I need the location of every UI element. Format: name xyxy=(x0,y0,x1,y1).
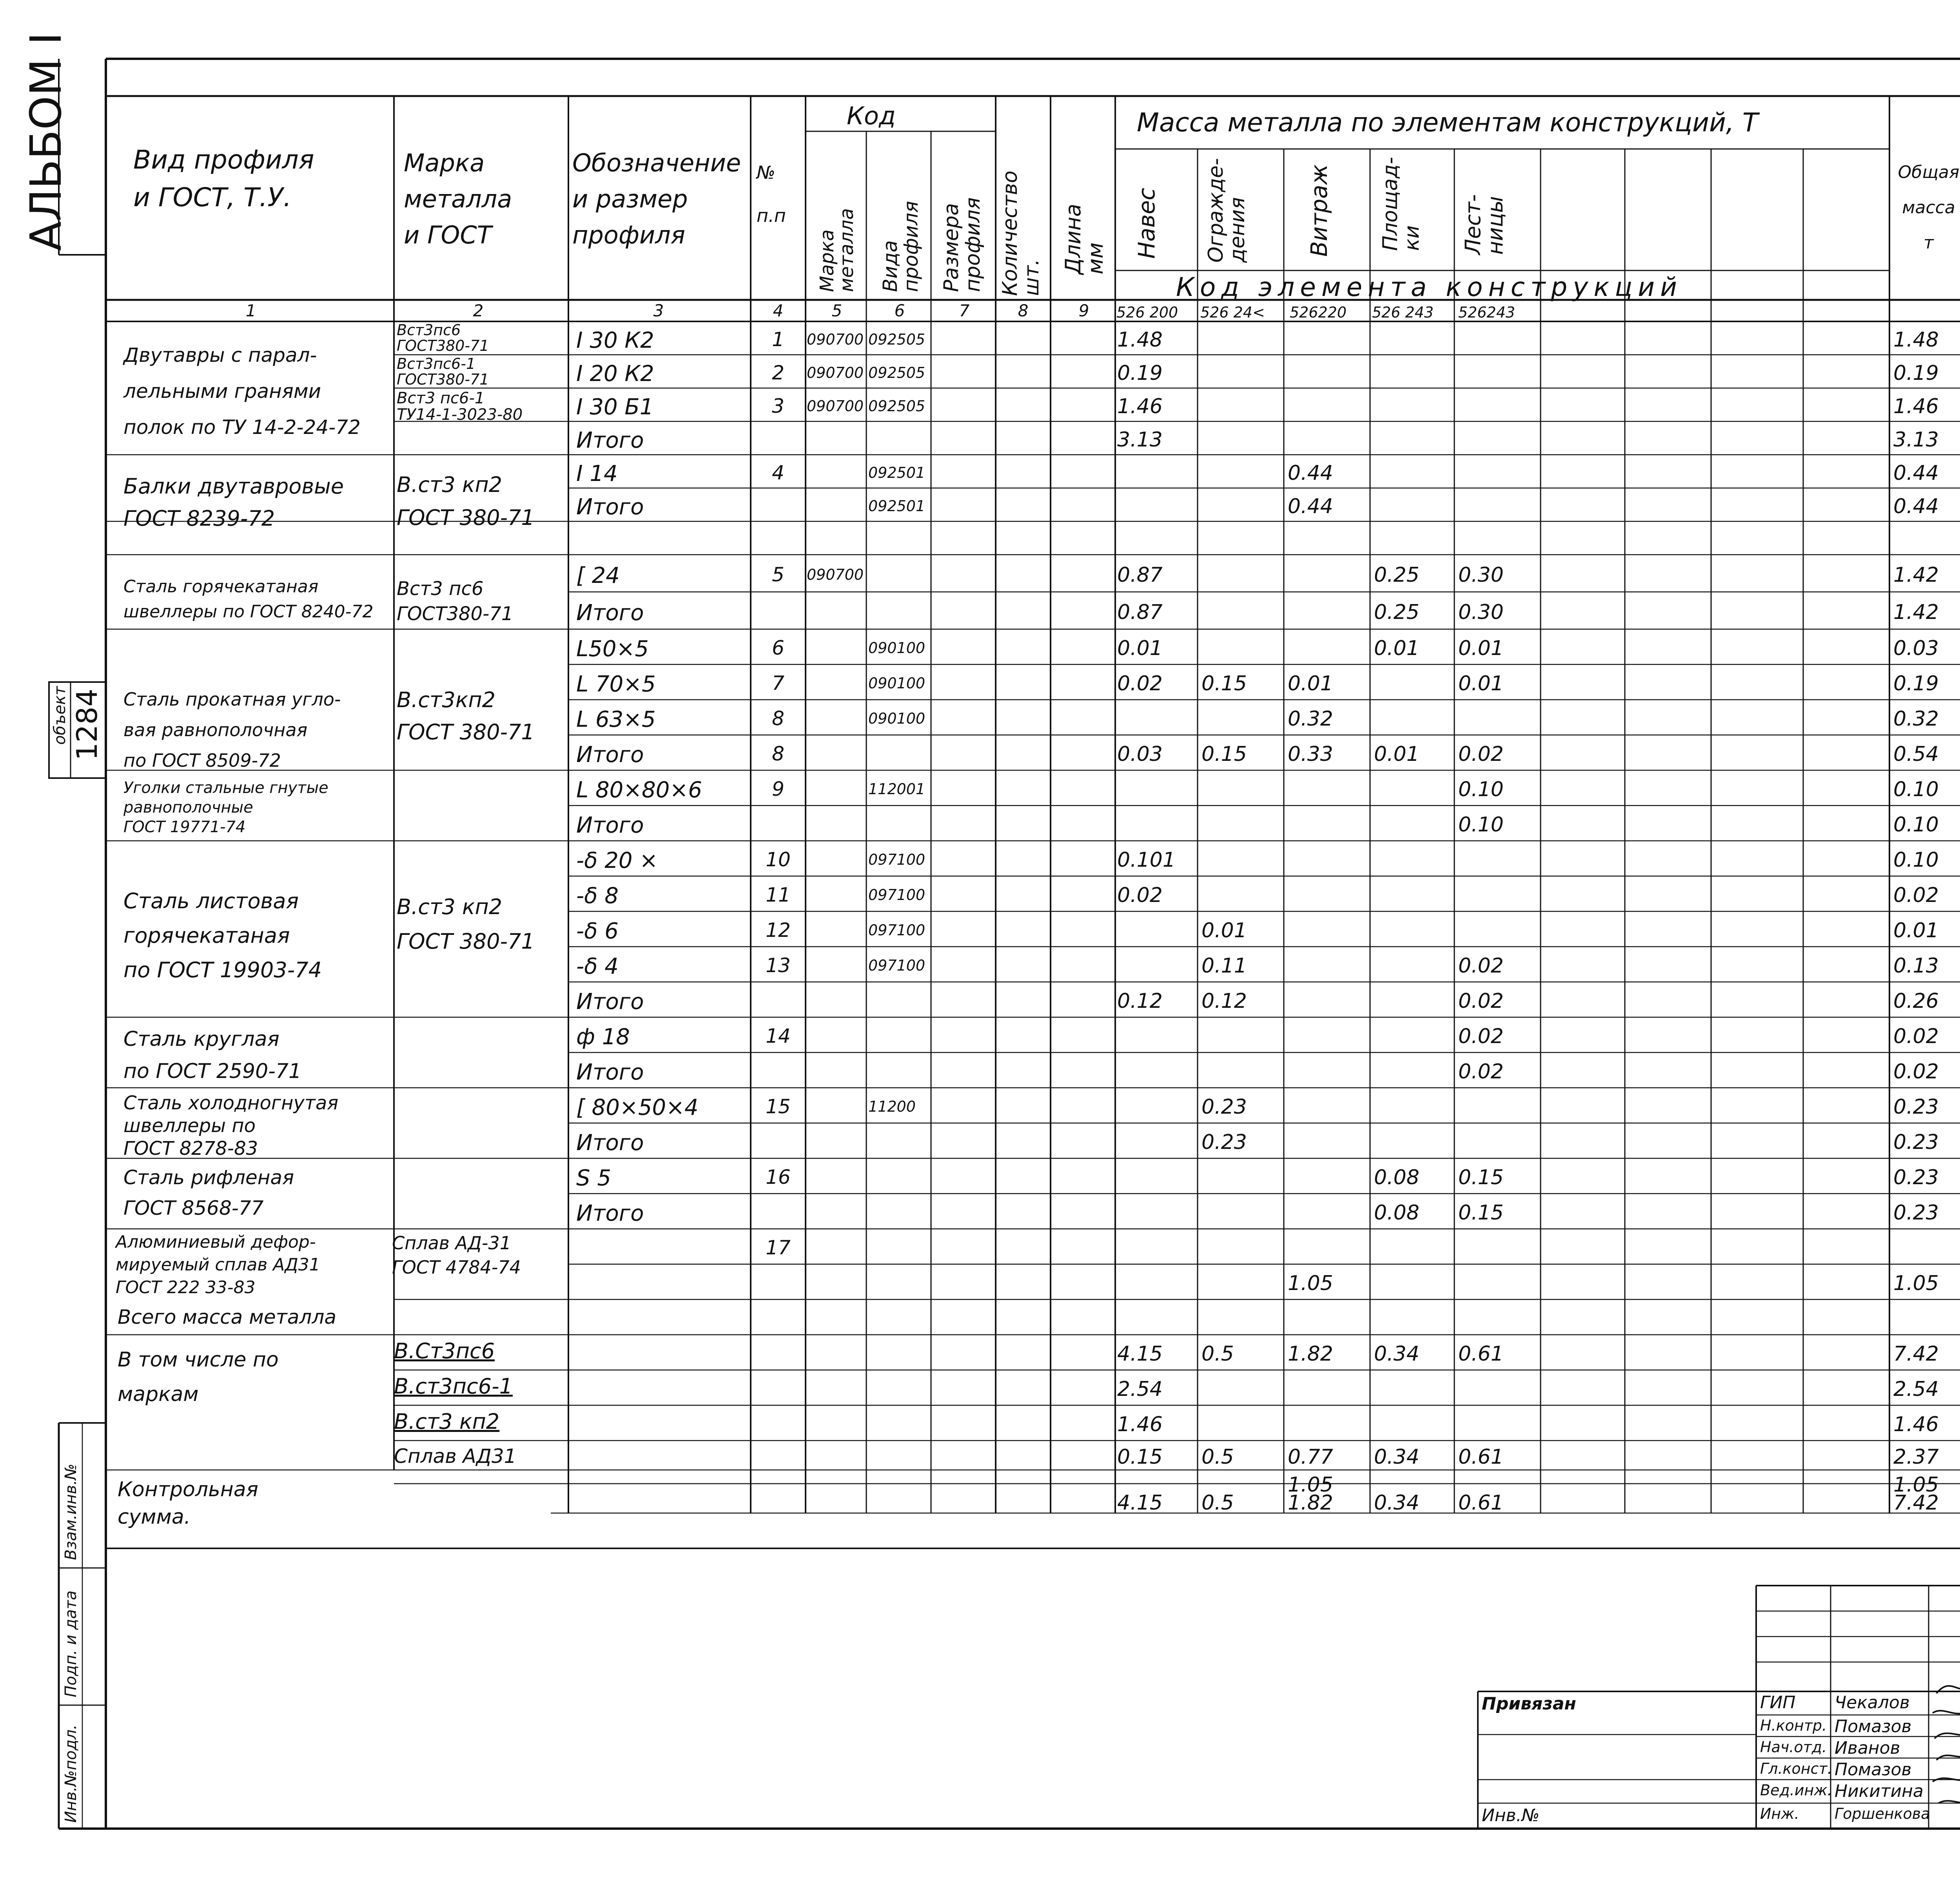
row-number: 2 xyxy=(772,361,784,384)
signatures xyxy=(1929,1666,1960,1823)
row-mass-value: 0.02 xyxy=(1458,742,1504,766)
row-mass-value: 0.15 xyxy=(1458,1201,1504,1225)
row-mass-value: 0.87 xyxy=(1117,563,1163,587)
signer-name: Горшенкова xyxy=(1835,1805,1930,1822)
row-mass-value: 0.25 xyxy=(1374,563,1419,587)
header-mass-group: Масса металла по элементам конструкций, Т xyxy=(1137,107,1759,138)
row-total-mass: 0.44 xyxy=(1893,461,1939,485)
row-total-mass: 3.13 xyxy=(1893,428,1939,452)
group-label: Балки двутавровые ГОСТ 8239-72 xyxy=(123,474,344,531)
row-mass-value: 0.15 xyxy=(1201,742,1247,766)
header-code-profile-type: Вида профиля xyxy=(879,201,922,292)
row-code-profile: 092505 xyxy=(868,364,926,381)
row-total-mass: 7.42 xyxy=(1893,1342,1939,1366)
row-code-profile: 097100 xyxy=(868,922,926,939)
grade-label: Сплав АД-31 ГОСТ 4784-74 xyxy=(392,1232,521,1278)
row-mass-value: 0.23 xyxy=(1201,1130,1247,1154)
row-total-mass: 0.19 xyxy=(1893,672,1939,695)
role-label: Инж. xyxy=(1760,1805,1799,1822)
row-designation: Итого xyxy=(576,742,644,768)
margin-label: Инв.№подл. xyxy=(62,1724,80,1823)
header-no: № п.п xyxy=(757,162,786,226)
group-label: Сталь прокатная угло- вая равнополочная по ГОСТ 8509-72 xyxy=(123,689,341,771)
row-code-profile: 092505 xyxy=(868,397,926,415)
row-mass-value: 0.77 xyxy=(1288,1445,1333,1469)
col-number-7: 7 xyxy=(959,301,970,320)
row-mass-value: 0.61 xyxy=(1458,1491,1504,1515)
signer-name: Иванов xyxy=(1835,1738,1900,1758)
grade-label: Вст3пс6 ГОСТ380-71 xyxy=(397,321,489,354)
signer-name: Помазов xyxy=(1835,1760,1912,1780)
row-number: 16 xyxy=(766,1166,791,1189)
row-mass-value: 0.01 xyxy=(1458,672,1504,695)
row-mass-value: 0.12 xyxy=(1117,989,1163,1013)
row-mass-value: 0.23 xyxy=(1201,1095,1247,1119)
row-total-mass: 0.10 xyxy=(1893,848,1939,872)
row-code-profile: 090100 xyxy=(868,710,926,727)
row-mass-value: 0.02 xyxy=(1117,884,1163,907)
row-total-mass: 1.05 xyxy=(1893,1272,1939,1295)
row-mass-value: 0.03 xyxy=(1117,742,1163,766)
signer-name: Никитина xyxy=(1835,1781,1924,1801)
by-grade-label: В.ст3пс6-1 xyxy=(394,1374,513,1399)
row-total-mass: 0.44 xyxy=(1893,494,1939,518)
row-mass-value: 0.25 xyxy=(1374,600,1419,624)
row-number: 1 xyxy=(772,328,784,351)
header-profile-type: Вид профиля и ГОСТ, Т.У. xyxy=(133,145,314,212)
album-label: АЛЬБОМ I xyxy=(21,32,71,251)
row-total-mass: 7.42 xyxy=(1893,1491,1939,1515)
element-name-2: Огражде- дения xyxy=(1204,158,1249,263)
group-label: Сталь рифленая ГОСТ 8568-77 xyxy=(123,1166,294,1219)
row-mass-value: 0.5 xyxy=(1201,1342,1234,1366)
row-total-mass: 1.46 xyxy=(1893,394,1939,418)
row-code-metal: 090700 xyxy=(807,566,864,583)
header-designation: Обозначение и размер профиля xyxy=(572,149,741,249)
header-total-mass: Общая масса т xyxy=(1898,162,1960,253)
row-code-profile: 112001 xyxy=(868,780,926,798)
role-label: Н.контр. xyxy=(1760,1717,1827,1734)
row-designation: [ 24 xyxy=(576,563,620,588)
row-mass-value: 0.01 xyxy=(1374,637,1419,660)
element-name-4: Площад- ки xyxy=(1379,157,1424,251)
row-mass-value: 0.15 xyxy=(1458,1166,1504,1189)
row-mass-value: 0.01 xyxy=(1374,742,1419,766)
row-mass-value: 0.12 xyxy=(1201,989,1247,1013)
row-code-profile: 097100 xyxy=(868,851,926,868)
header-code-metal: Марка металла xyxy=(816,208,858,292)
row-mass-value: 0.02 xyxy=(1458,1025,1504,1048)
row-total-mass: 0.02 xyxy=(1893,1060,1939,1083)
row-total-mass: 0.54 xyxy=(1893,742,1939,766)
by-grade-label: В.Ст3пс6 xyxy=(394,1339,495,1363)
row-designation: ф 18 xyxy=(576,1024,630,1050)
col-number-1: 1 xyxy=(245,301,256,320)
role-label: ГИП xyxy=(1760,1693,1796,1713)
element-name-3: Витраж xyxy=(1306,164,1332,257)
row-mass-value: 1.46 xyxy=(1117,1413,1163,1436)
row-mass-value: 0.15 xyxy=(1201,672,1247,695)
row-mass-value: 4.15 xyxy=(1117,1342,1163,1366)
element-name-5: Лест- ницы xyxy=(1461,194,1508,255)
row-designation: L50×5 xyxy=(576,636,649,662)
row-mass-value: 0.19 xyxy=(1117,361,1163,385)
row-code-profile: 11200 xyxy=(868,1098,916,1115)
group-label: Сталь холодногнутая швеллеры по ГОСТ 8278-83 xyxy=(123,1092,339,1159)
row-mass-value: 1.48 xyxy=(1117,328,1163,352)
row-mass-value: 2.54 xyxy=(1117,1377,1163,1401)
row-designation: L 63×5 xyxy=(576,707,656,732)
role-label: Вед.инж. xyxy=(1760,1782,1832,1799)
row-number: 12 xyxy=(766,919,791,942)
row-designation: Итого xyxy=(576,427,644,453)
row-mass-value: 1.82 xyxy=(1288,1491,1333,1515)
row-total-mass: 2.37 xyxy=(1893,1445,1939,1469)
row-total-mass: 1.05 xyxy=(1893,1473,1939,1497)
row-total-mass: 0.23 xyxy=(1893,1201,1939,1225)
row-total-mass: 0.01 xyxy=(1893,919,1939,942)
element-code-5: 526243 xyxy=(1458,304,1515,321)
row-designation: -δ 20 × xyxy=(576,848,658,873)
row-mass-value: 4.15 xyxy=(1117,1491,1163,1515)
row-number: 17 xyxy=(766,1236,791,1259)
row-mass-value: 0.30 xyxy=(1458,563,1504,587)
row-mass-value: 0.44 xyxy=(1288,494,1333,518)
row-mass-value: 0.10 xyxy=(1458,813,1504,836)
row-code-metal: 090700 xyxy=(807,330,864,348)
row-total-mass: 1.42 xyxy=(1893,600,1939,624)
row-mass-value: 0.01 xyxy=(1117,637,1163,660)
row-mass-value: 0.34 xyxy=(1374,1445,1419,1469)
signer-name: Чекалов xyxy=(1835,1693,1910,1713)
element-code-2: 526 24< xyxy=(1200,304,1265,321)
row-total-mass: 0.10 xyxy=(1893,778,1939,801)
row-total-mass: 1.48 xyxy=(1893,328,1939,352)
row-designation: Итого xyxy=(576,989,644,1014)
signer-name: Помазов xyxy=(1835,1717,1912,1737)
group-label: Контрольная сумма. xyxy=(118,1478,258,1529)
group-label: Сталь горячекатаная швеллеры по ГОСТ 8240-72 xyxy=(123,577,374,622)
grade-label: В.ст3 кп2 ГОСТ 380-71 xyxy=(397,895,535,954)
col-number-5: 5 xyxy=(831,301,842,320)
row-code-profile: 092501 xyxy=(868,464,926,481)
row-mass-value: 0.5 xyxy=(1201,1491,1234,1515)
row-mass-value: 0.34 xyxy=(1374,1491,1419,1515)
row-mass-value: 0.02 xyxy=(1458,954,1504,978)
row-designation: I 30 К2 xyxy=(576,327,654,353)
grade-label: В.ст3кп2 ГОСТ 380-71 xyxy=(397,688,535,744)
row-designation: -δ 4 xyxy=(576,954,619,979)
col-number-2: 2 xyxy=(473,301,484,320)
group-label: Алюминиевый дефор- мируемый сплав АД31 ГОСТ 222 33-83 xyxy=(116,1232,320,1297)
header-code-profile-size: Размера профиля xyxy=(940,197,985,292)
row-mass-value: 0.61 xyxy=(1458,1445,1504,1469)
row-code-profile: 097100 xyxy=(868,957,926,974)
by-grade-label: В.ст3 кп2 xyxy=(394,1409,500,1434)
object-label: объект xyxy=(51,686,69,745)
group-label: В том числе по маркам xyxy=(118,1348,279,1406)
row-number: 13 xyxy=(766,954,791,977)
col-number-9: 9 xyxy=(1078,301,1089,320)
element-code-4: 526 243 xyxy=(1372,304,1434,321)
grade-label: Вст3 пс6-1 ТУ14-1-3023-80 xyxy=(397,389,523,424)
row-total-mass: 1.42 xyxy=(1893,563,1939,587)
row-number: 8 xyxy=(772,707,784,730)
row-number: 5 xyxy=(772,563,784,586)
row-mass-value: 0.30 xyxy=(1458,600,1504,624)
group-label: Всего масса металла xyxy=(118,1306,336,1328)
row-mass-value: 1.82 xyxy=(1288,1342,1333,1366)
element-code-1: 526 200 xyxy=(1116,304,1178,321)
row-mass-value: 0.34 xyxy=(1374,1342,1419,1366)
row-designation: Итого xyxy=(576,494,644,520)
row-designation: Итого xyxy=(576,1201,644,1226)
row-code-metal: 090700 xyxy=(807,397,864,415)
row-designation: I 20 К2 xyxy=(576,361,654,386)
row-number: 3 xyxy=(772,394,784,417)
row-designation: S 5 xyxy=(576,1165,611,1191)
row-number: 9 xyxy=(772,778,784,800)
row-mass-value: 0.87 xyxy=(1117,600,1163,624)
row-mass-value: 0.02 xyxy=(1117,672,1163,695)
group-label: Сталь листовая горячекатаная по ГОСТ 19903-74 xyxy=(123,889,322,982)
row-mass-value: 0.01 xyxy=(1201,919,1247,942)
row-total-mass: 0.13 xyxy=(1893,954,1939,978)
row-designation: Итого xyxy=(576,600,644,626)
row-mass-value: 0.15 xyxy=(1117,1445,1163,1469)
row-mass-value: 0.08 xyxy=(1374,1201,1419,1225)
header-steel-grade: Марка металла и ГОСТ xyxy=(404,149,512,249)
row-designation: -δ 6 xyxy=(576,918,619,944)
row-total-mass: 0.02 xyxy=(1893,884,1939,907)
margin-label: Взам.инв.№ xyxy=(62,1463,80,1560)
object-number: 1284 xyxy=(71,688,103,760)
row-designation: L 70×5 xyxy=(576,671,656,697)
row-code-metal: 090700 xyxy=(807,364,864,381)
row-designation: L 80×80×6 xyxy=(576,777,702,803)
group-label: Сталь круглая по ГОСТ 2590-71 xyxy=(123,1027,302,1083)
group-label: Уголки стальные гнутые равнополочные ГОСТ 19771-74 xyxy=(123,779,328,836)
row-mass-value: 0.11 xyxy=(1201,954,1247,978)
row-total-mass: 0.23 xyxy=(1893,1166,1939,1189)
row-total-mass: 0.32 xyxy=(1893,707,1939,731)
row-designation: Итого xyxy=(576,1130,644,1156)
row-number: 8 xyxy=(772,742,784,765)
header-code: Код xyxy=(847,102,896,130)
col-number-3: 3 xyxy=(653,301,664,320)
bound-label: Привязан xyxy=(1482,1694,1576,1714)
row-mass-value: 0.01 xyxy=(1288,672,1333,695)
row-total-mass: 2.54 xyxy=(1893,1377,1939,1401)
row-mass-value: 0.10 xyxy=(1458,778,1504,801)
col-number-6: 6 xyxy=(894,301,905,320)
row-mass-value: 0.02 xyxy=(1458,1060,1504,1083)
row-total-mass: 0.19 xyxy=(1893,361,1939,385)
row-designation: Итого xyxy=(576,813,644,838)
element-name-1: Навес xyxy=(1133,188,1160,259)
grade-label: Вст3пс6-1 ГОСТ380-71 xyxy=(397,355,489,388)
row-number: 4 xyxy=(772,461,784,484)
role-label: Гл.конст. xyxy=(1760,1760,1832,1777)
row-code-profile: 097100 xyxy=(868,886,926,904)
row-number: 10 xyxy=(766,848,791,871)
margin-label: Подп. и дата xyxy=(62,1590,80,1697)
row-total-mass: 0.26 xyxy=(1893,989,1939,1013)
row-number: 15 xyxy=(766,1095,791,1118)
row-designation: -δ 8 xyxy=(576,883,619,909)
row-total-mass: 0.02 xyxy=(1893,1025,1939,1048)
group-label: Двутавры с парал- лельными гранями полок по ТУ 14-2-24-72 xyxy=(123,344,361,439)
row-mass-value: 0.08 xyxy=(1374,1166,1419,1189)
role-label: Нач.отд. xyxy=(1760,1738,1827,1756)
element-code-3: 526220 xyxy=(1290,304,1347,321)
row-number: 7 xyxy=(772,672,784,695)
row-number: 11 xyxy=(766,884,791,906)
row-designation: I 14 xyxy=(576,461,618,486)
row-mass-value: 0.02 xyxy=(1458,989,1504,1013)
col-number-4: 4 xyxy=(773,301,784,320)
row-code-profile: 090100 xyxy=(868,675,926,692)
row-code-profile: 092501 xyxy=(868,497,926,515)
grade-label: Вст3 пс6 ГОСТ380-71 xyxy=(397,578,514,625)
row-mass-value: 1.46 xyxy=(1117,394,1163,418)
row-number: 14 xyxy=(766,1025,791,1047)
row-mass-value: 0.61 xyxy=(1458,1342,1504,1366)
row-mass-value: 0.5 xyxy=(1201,1445,1234,1469)
row-mass-value: 0.33 xyxy=(1288,742,1333,766)
row-number: 6 xyxy=(772,637,784,659)
row-total-mass: 1.46 xyxy=(1893,1413,1939,1436)
row-total-mass: 0.10 xyxy=(1893,813,1939,836)
row-mass-value: 0.44 xyxy=(1288,461,1333,485)
row-total-mass: 0.23 xyxy=(1893,1095,1939,1119)
row-mass-value: 3.13 xyxy=(1117,428,1163,452)
row-designation: [ 80×50×4 xyxy=(576,1095,699,1120)
row-total-mass: 0.03 xyxy=(1893,637,1939,660)
row-mass-value: 0.101 xyxy=(1117,848,1176,872)
row-total-mass: 0.23 xyxy=(1893,1130,1939,1154)
row-designation: Итого xyxy=(576,1060,644,1085)
grade-label: В.ст3 кп2 ГОСТ 380-71 xyxy=(397,472,535,530)
row-mass-value: 0.01 xyxy=(1458,637,1504,660)
row-code-profile: 090100 xyxy=(868,639,926,657)
row-code-profile: 092505 xyxy=(868,330,926,348)
row-designation: I 30 Б1 xyxy=(576,394,654,420)
header-length: Длина мм xyxy=(1061,203,1108,274)
inv-label: Инв.№ xyxy=(1482,1805,1540,1825)
by-grade-label: Сплав АД31 xyxy=(394,1445,517,1468)
row-mass-value: 1.05 xyxy=(1288,1473,1333,1497)
row-mass-value: 0.32 xyxy=(1288,707,1333,731)
row-mass-value: 1.05 xyxy=(1288,1272,1333,1295)
header-element-code-title: Код элемента конструкций xyxy=(1176,272,1682,302)
col-number-8: 8 xyxy=(1018,301,1029,320)
header-quantity: Количество шт. xyxy=(998,171,1044,296)
